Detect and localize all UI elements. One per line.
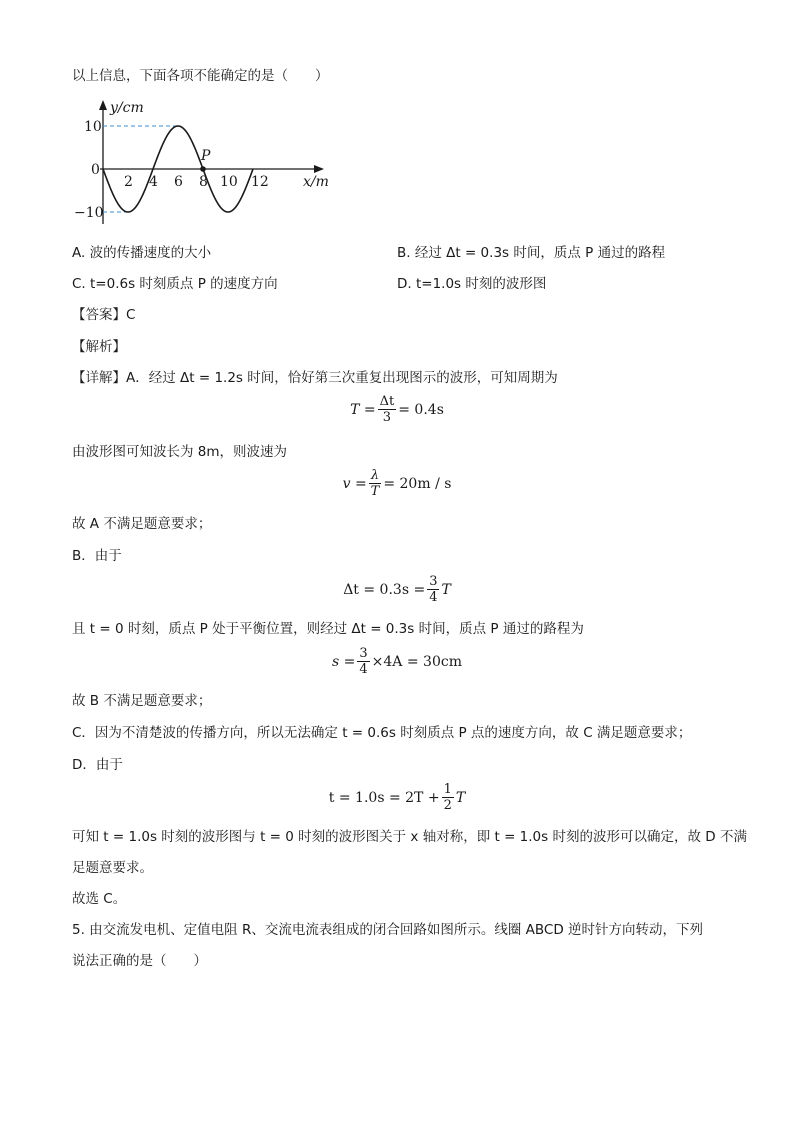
- question-stem: 以上信息，下面各项不能确定的是（ ）: [72, 68, 329, 84]
- eq3-rhs: T: [441, 581, 451, 598]
- analysis-heading: 【解析】: [72, 339, 126, 355]
- eq5-rhs: T: [455, 789, 466, 806]
- equation-b: [0, 574, 794, 605]
- eq4-fraction: $\frac{3}{4}$: [359, 646, 368, 677]
- eq3-fraction: $\frac{3}{4}$: [429, 574, 438, 605]
- equation-velocity: [0, 468, 794, 499]
- eq5-lhs: t = 1.0s = 2T +: [328, 789, 440, 806]
- x-tick-2: 2: [124, 174, 133, 190]
- d-intro: D．由于: [72, 757, 123, 773]
- d-text-line2: 足题意要求。: [72, 860, 153, 876]
- eq4-rhs: ×4A = 30cm: [371, 653, 462, 670]
- x-tick-6: 6: [174, 174, 183, 190]
- eq2-fraction: $\frac{\lambda}{T}$: [370, 468, 380, 499]
- b-detail: 且 t = 0 时刻，质点 P 处于平衡位置，则经过 Δt = 0.3s 时间，质点 P 通过的路程为: [72, 621, 584, 637]
- x-tick-4: 4: [149, 174, 158, 190]
- y-axis-label: y/cm: [110, 100, 144, 116]
- final-choice: 故选 C。: [72, 891, 127, 907]
- eq1-fraction: $\frac{\Delta t}{3}$: [379, 394, 395, 425]
- eq2-rhs: = 20m / s: [383, 475, 452, 492]
- a-conclusion: 故 A 不满足题意要求；: [72, 516, 212, 532]
- detail-a-text: 【详解】A．经过 Δt = 1.2s 时间，恰好第三次重复出现图示的波形，可知周期为: [72, 370, 558, 386]
- question-5-line1: 5. 由交流发电机、定值电阻 R、交流电流表组成的闭合回路如图所示。线圈 ABCD 逆时针方向转动，下列: [72, 922, 704, 938]
- y-tick-10: 10: [84, 119, 102, 135]
- y-tick-0: 0: [91, 162, 100, 178]
- point-p-label: P: [201, 148, 211, 164]
- eq3-lhs: Δt = 0.3s =: [343, 581, 426, 598]
- option-c: C. t=0.6s 时刻质点 P 的速度方向: [72, 276, 278, 292]
- option-a: A. 波的传播速度的大小: [72, 245, 212, 261]
- x-tick-8: 8: [199, 174, 208, 190]
- answer-line: 【答案】C: [72, 307, 136, 323]
- wavelength-text: 由波形图可知波长为 8m，则波速为: [72, 444, 288, 460]
- c-text: C．因为不清楚波的传播方向，所以无法确定 t = 0.6s 时刻质点 P 点的速度方向，故 C 满足题意要求；: [72, 725, 692, 741]
- option-b: B. 经过 Δt = 0.3s 时间，质点 P 通过的路程: [397, 245, 666, 261]
- x-tick-12: 12: [251, 174, 269, 190]
- question-5-line2: 说法正确的是（ ）: [72, 953, 207, 969]
- x-axis-label: x/m: [303, 174, 329, 190]
- x-tick-10: 10: [220, 174, 238, 190]
- d-text-line1: 可知 t = 1.0s 时刻的波形图与 t = 0 时刻的波形图关于 x 轴对称，即 t = 1.0s 时刻的波形可以确定，故 D 不满: [72, 829, 747, 845]
- y-tick-neg10: −10: [74, 205, 104, 221]
- b-intro: B．由于: [72, 548, 122, 564]
- b-conclusion: 故 B 不满足题意要求；: [72, 693, 212, 709]
- equation-path: [0, 646, 794, 677]
- equation-d: [0, 782, 794, 813]
- eq1-rhs: = 0.4s: [398, 401, 444, 418]
- point-p-marker: [200, 166, 206, 172]
- eq1-lhs: T =: [350, 401, 376, 418]
- eq5-fraction: $\frac{1}{2}$: [443, 782, 452, 813]
- eq2-lhs: v =: [342, 475, 367, 492]
- y-axis-arrow: [99, 100, 107, 110]
- option-d: D. t=1.0s 时刻的波形图: [397, 276, 547, 292]
- x-axis-arrow: [314, 165, 324, 173]
- equation-period: [0, 394, 794, 425]
- eq4-lhs: s =: [332, 653, 356, 670]
- wave-graph: [72, 98, 342, 228]
